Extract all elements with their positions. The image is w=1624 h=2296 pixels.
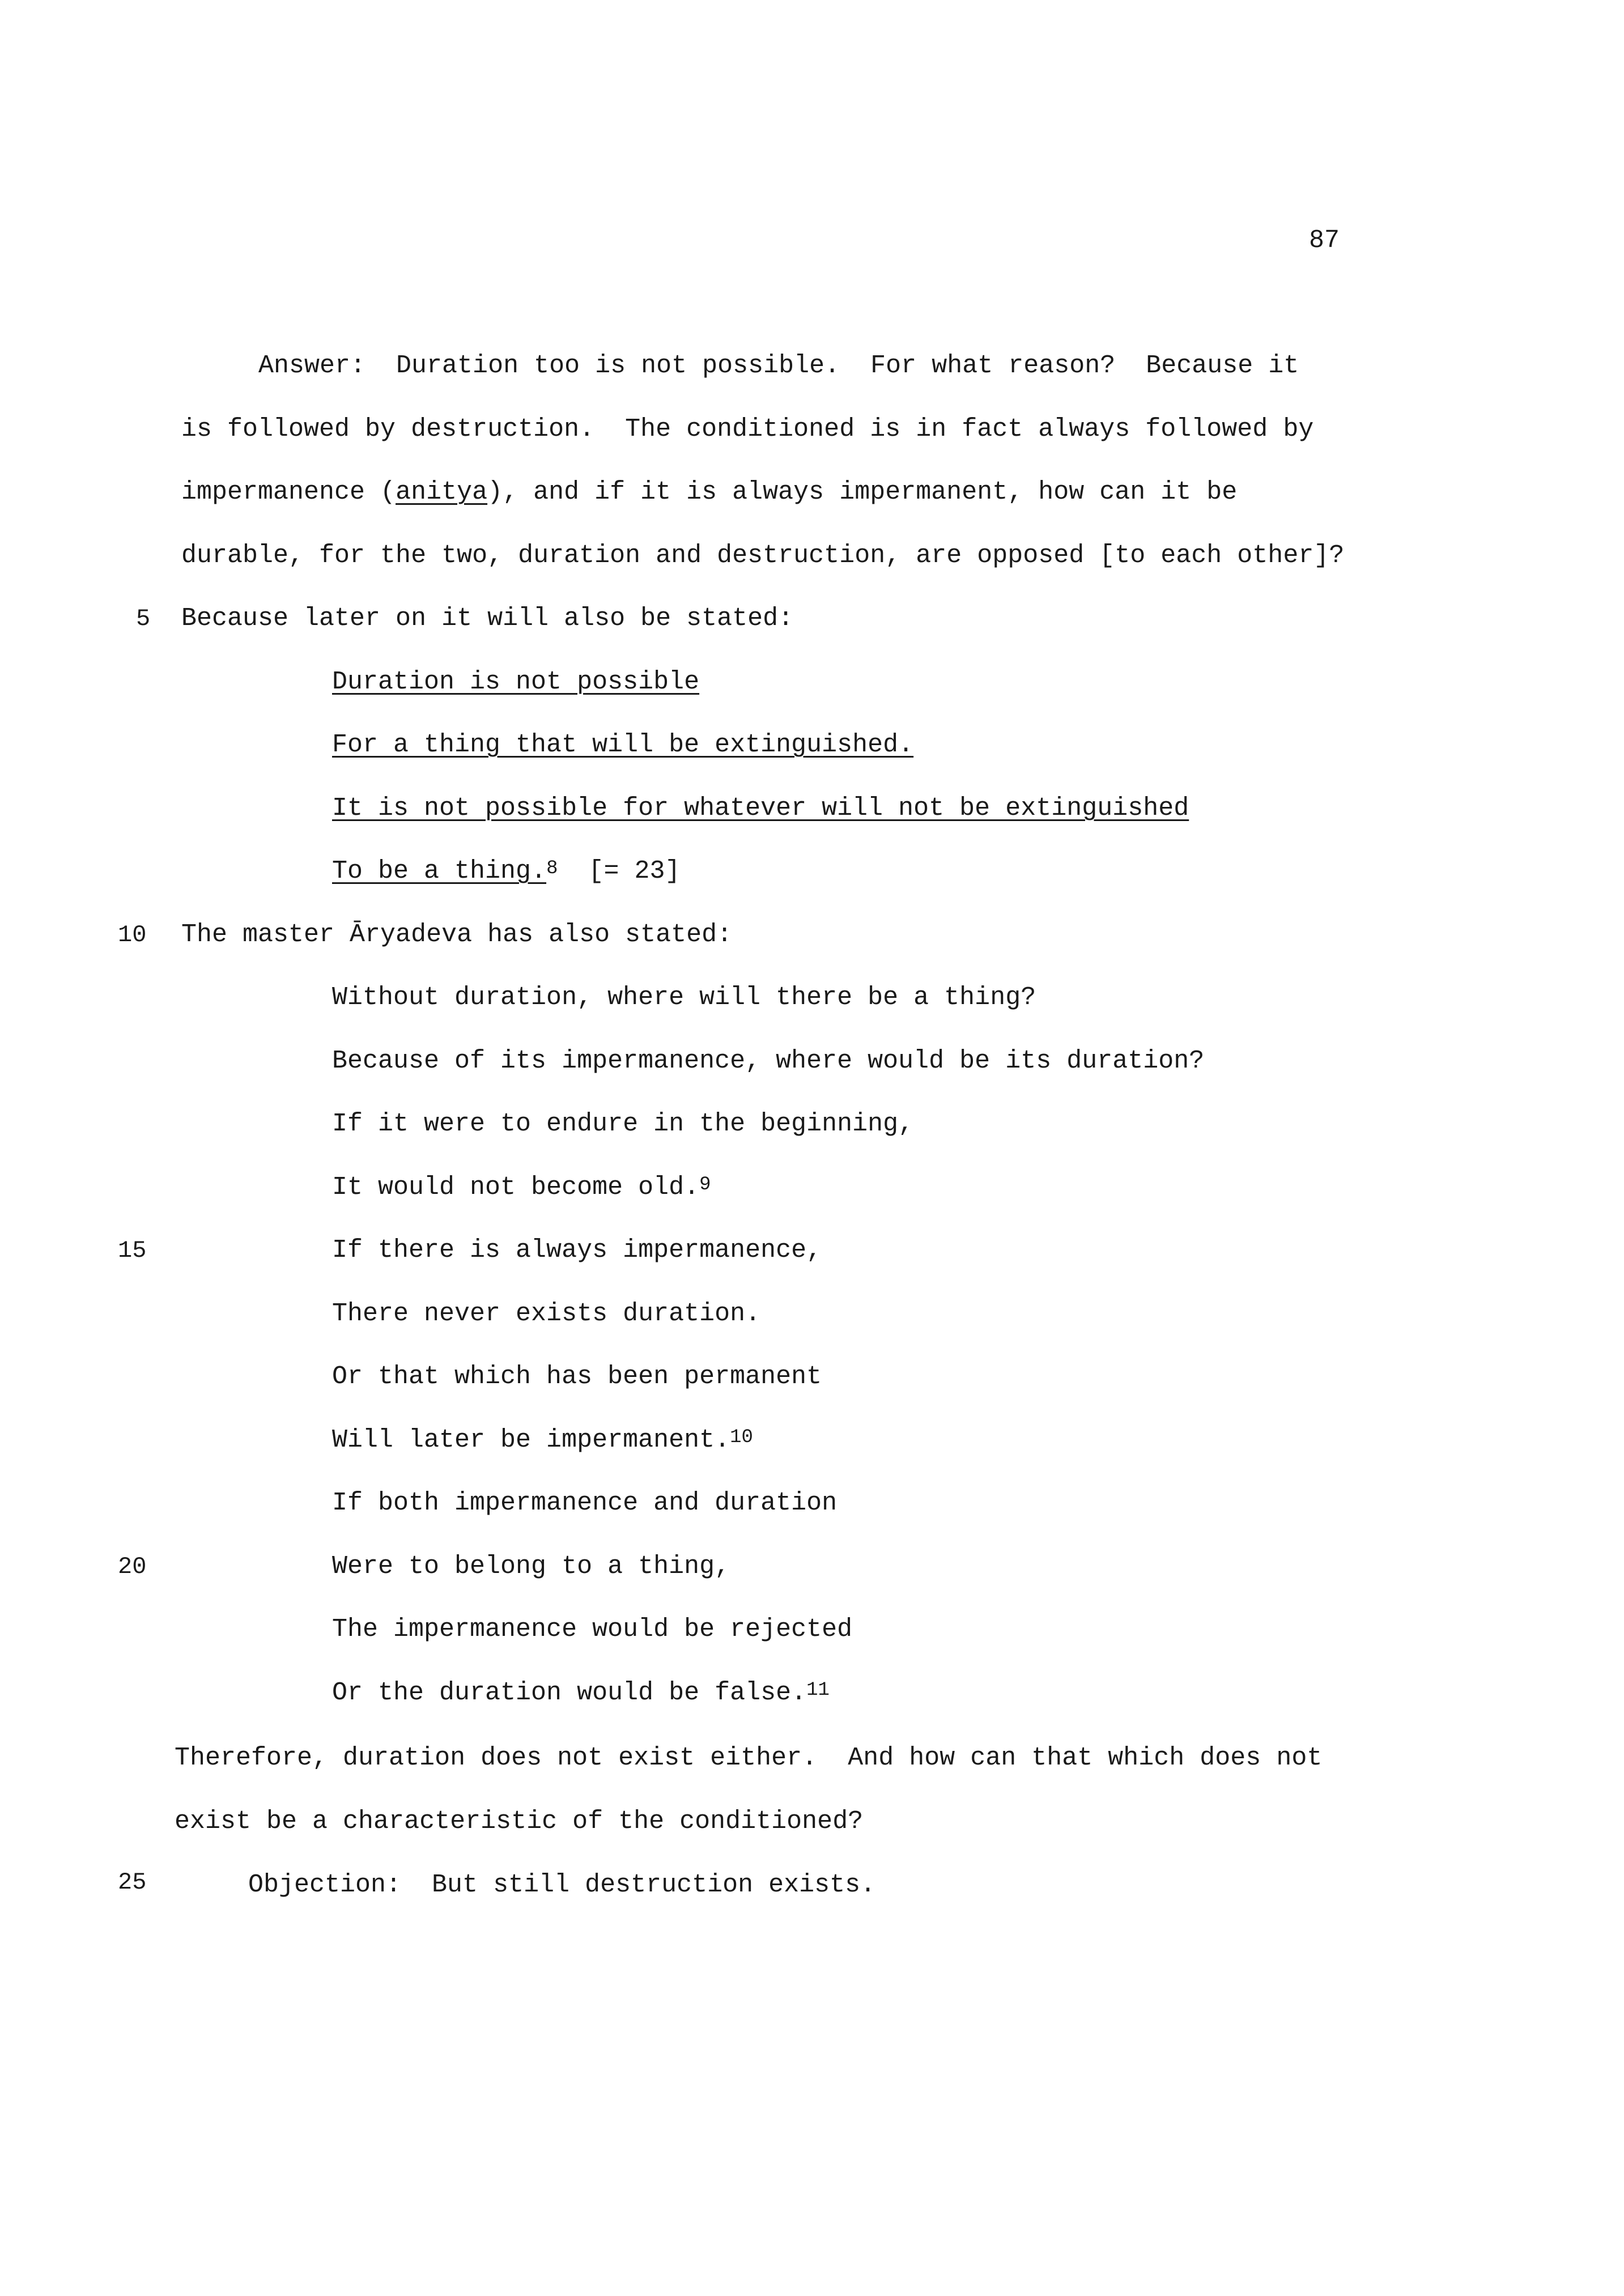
footnote-marker: 9 — [699, 1174, 711, 1196]
page-number: 87 — [1309, 226, 1340, 255]
line-number: 5 — [136, 605, 151, 632]
verse-line: Were to belong to a thing, — [332, 1552, 730, 1581]
verse-line — [332, 854, 681, 888]
footnote-marker: 11 — [806, 1680, 830, 1701]
verse-line — [332, 1423, 753, 1457]
verse-text: Or the duration would be false. — [332, 1678, 807, 1707]
verse-line: Because of its impermanence, where would be its duration? — [332, 1047, 1205, 1075]
verse-text: It would not become old. — [332, 1173, 700, 1202]
text-line: Therefore, duration does not exist either. And how can that which does not — [175, 1744, 1323, 1772]
text-line: The master Āryadeva has also stated: — [181, 920, 733, 949]
cross-reference: [= 23] — [588, 857, 681, 886]
verse-line — [332, 1676, 830, 1710]
text-line: durable, for the two, duration and destruction, are opposed [to each other]? — [181, 541, 1345, 570]
sanskrit-term: anitya — [396, 478, 488, 507]
verse-line: The impermanence would be rejected — [332, 1615, 853, 1644]
footnote-marker: 8 — [546, 858, 558, 879]
verse-line: There never exists duration. — [332, 1299, 761, 1328]
line-number: 20 — [118, 1553, 147, 1580]
verse-line: If both impermanence and duration — [332, 1489, 837, 1517]
text-segment: ), and if it is always impermanent, how can it be — [487, 478, 1238, 507]
verse-line: Or that which has been permanent — [332, 1362, 822, 1391]
text-line — [181, 475, 1237, 509]
verse-line: For a thing that will be extinguished. — [332, 730, 914, 759]
footnote-marker: 10 — [730, 1427, 753, 1448]
verse-line: It is not possible for whatever will not be extinguished — [332, 794, 1189, 823]
verse-line — [332, 1171, 711, 1205]
text-line: is followed by destruction. The conditioned is in fact always followed by — [181, 415, 1314, 444]
line-number: 25 — [118, 1869, 147, 1896]
verse-line: If it were to endure in the beginning, — [332, 1109, 914, 1138]
text-line: Because later on it will also be stated: — [181, 604, 794, 633]
line-number: 10 — [118, 921, 147, 949]
text-line: Answer: Duration too is not possible. For what reason? Because it — [258, 351, 1299, 380]
verse-line: Without duration, where will there be a thing? — [332, 983, 1036, 1012]
text-line: Objection: But still destruction exists. — [248, 1870, 876, 1899]
verse-text: To be a thing. — [332, 857, 547, 886]
verse-text: Will later be impermanent. — [332, 1426, 730, 1455]
verse-line: If there is always impermanence, — [332, 1236, 822, 1265]
verse-line: Duration is not possible — [332, 667, 700, 696]
line-number: 15 — [118, 1237, 147, 1264]
text-line: exist be a characteristic of the conditioned? — [175, 1807, 864, 1836]
text-segment: impermanence ( — [181, 478, 396, 507]
